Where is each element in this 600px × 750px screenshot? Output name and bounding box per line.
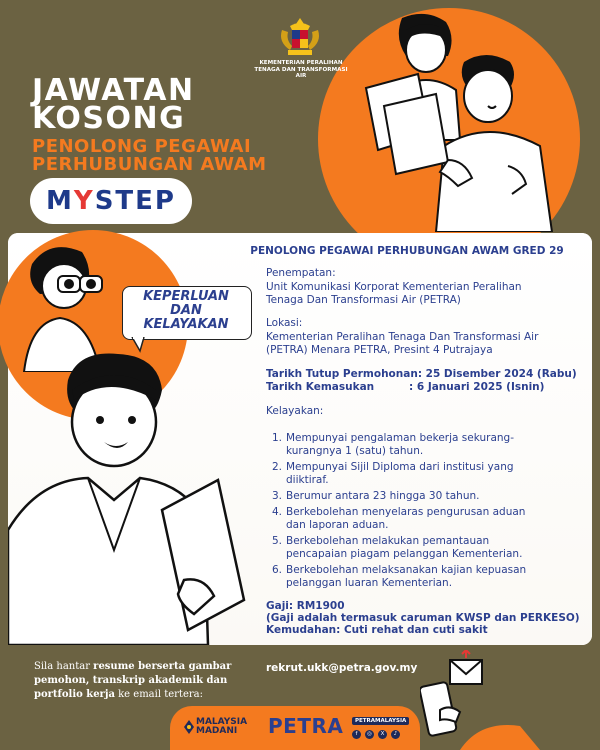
list-item-text: Mempunyai Sijil Diploma dari institusi yang — [286, 461, 514, 473]
salary: Gaji: RM1900 — [266, 600, 345, 612]
bubble-line2: DAN — [170, 303, 202, 318]
instructions-suffix: ke email tertera: — [114, 689, 203, 700]
list-item-number: 1. — [272, 432, 283, 444]
qualifications-label: Kelayakan: — [266, 405, 324, 417]
logo-step: STEP — [94, 186, 176, 216]
list-item-number: 2. — [272, 461, 283, 473]
closing-date-value: : 25 Disember 2024 (Rabu) — [417, 368, 577, 380]
madani-line2: MADANI — [196, 726, 238, 736]
list-item-text-cont: dan laporan aduan. — [286, 519, 389, 531]
start-date-label: Tarikh Kemasukan — [266, 381, 375, 393]
salary-note: (Gaji adalah termasuk caruman KWSP dan PERKESO) — [266, 612, 580, 624]
bubble-line3: KELAYAKAN — [143, 317, 229, 332]
location-label: Lokasi: — [266, 317, 303, 329]
placement-value-line2: Tenaga Dan Transformasi Air (PETRA) — [266, 294, 461, 306]
application-instructions — [34, 660, 244, 702]
instructions-documents: resume berserta gambar pemohon, transkrip akademik dan portfolio kerja — [34, 661, 232, 700]
start-date-value: : 6 Januari 2025 (Isnin) — [409, 381, 545, 393]
list-item-text-cont: kurangnya 1 (satu) tahun. — [286, 445, 424, 457]
placement-value-line1: Unit Komunikasi Korporat Kementerian Peralihan — [266, 281, 522, 293]
tiktok-icon[interactable]: ♪ — [391, 730, 400, 739]
list-item-number: 3. — [272, 490, 283, 502]
logo-y: Y — [73, 186, 95, 216]
list-item-number: 4. — [272, 506, 283, 518]
man-holding-document-illustration — [8, 350, 248, 645]
application-email-link[interactable]: rekrut.ukk@petra.gov.my — [266, 662, 418, 674]
people-reading-illustration — [360, 10, 560, 232]
list-item-text: Berkebolehan menyelaras pengurusan aduan — [286, 506, 526, 518]
list-item — [272, 490, 572, 503]
list-item-number: 5. — [272, 535, 283, 547]
speech-bubble-text — [122, 290, 250, 332]
instructions-prefix: Sila hantar — [34, 661, 94, 672]
malaysia-crest-icon — [276, 16, 324, 60]
location-value-line2: (PETRA) Menara PETRA, Presint 4 Putrajaya — [266, 344, 493, 356]
list-item — [272, 506, 572, 532]
facebook-icon[interactable]: f — [352, 730, 361, 739]
list-item-text-cont: pencapaian piagam pelanggan Kementerian. — [286, 548, 523, 560]
malaysia-madani-logo — [196, 718, 247, 736]
list-item-text: Berumur antara 23 hingga 30 tahun. — [286, 490, 480, 502]
closing-date-label: Tarikh Tutup Permohonan — [266, 368, 418, 380]
madani-line1: MALAYSIA — [196, 717, 248, 727]
list-item — [272, 564, 572, 590]
list-item-text: Berkebolehan melaksanakan kajian kepuasan — [286, 564, 527, 576]
benefits: Kemudahan: Cuti rehat dan cuti sakit — [266, 624, 488, 636]
petra-logo: PETRA — [268, 714, 344, 738]
subtitle-line2: PERHUBUNGAN AWAM — [32, 154, 267, 175]
subtitle-line1: PENOLONG PEGAWAI — [32, 136, 252, 157]
bubble-line1: KEPERLUAN — [143, 289, 229, 304]
list-item-number: 6. — [272, 564, 283, 576]
ministry-name: KEMENTERIAN PERALIHAN TENAGA DAN TRANSFORMASI AIR — [254, 60, 348, 79]
list-item — [272, 461, 572, 487]
instagram-icon[interactable]: ◎ — [365, 730, 374, 739]
madani-logo-icon — [184, 720, 194, 734]
title-jawatan: JAWATAN — [32, 73, 195, 108]
list-item-text-cont: diiktiraf. — [286, 474, 329, 486]
list-item-text-cont: pelanggan luaran Kementerian. — [286, 577, 453, 589]
title-kosong: KOSONG — [32, 101, 186, 136]
placement-label: Penempatan: — [266, 267, 336, 279]
list-item-text: Berkebolehan melakukan pemantauan — [286, 535, 490, 547]
mystep-logo — [30, 178, 192, 224]
social-handle: PETRAMALAYSIA — [352, 717, 409, 725]
x-icon[interactable]: X — [378, 730, 387, 739]
closing-date — [266, 368, 577, 381]
job-title-heading: PENOLONG PEGAWAI PERHUBUNGAN AWAM GRED 29 — [250, 245, 564, 257]
phone-email-illustration — [420, 650, 540, 750]
location-value-line1: Kementerian Peralihan Tenaga Dan Transformasi Air — [266, 331, 539, 343]
logo-m: M — [46, 186, 74, 216]
social-icons — [352, 730, 400, 739]
list-item-text: Mempunyai pengalaman bekerja sekurang- — [286, 432, 515, 444]
list-item — [272, 432, 572, 458]
start-date — [266, 381, 544, 394]
list-item — [272, 535, 572, 561]
qualifications-list — [272, 432, 572, 593]
speech-bubble-tail — [130, 337, 150, 353]
